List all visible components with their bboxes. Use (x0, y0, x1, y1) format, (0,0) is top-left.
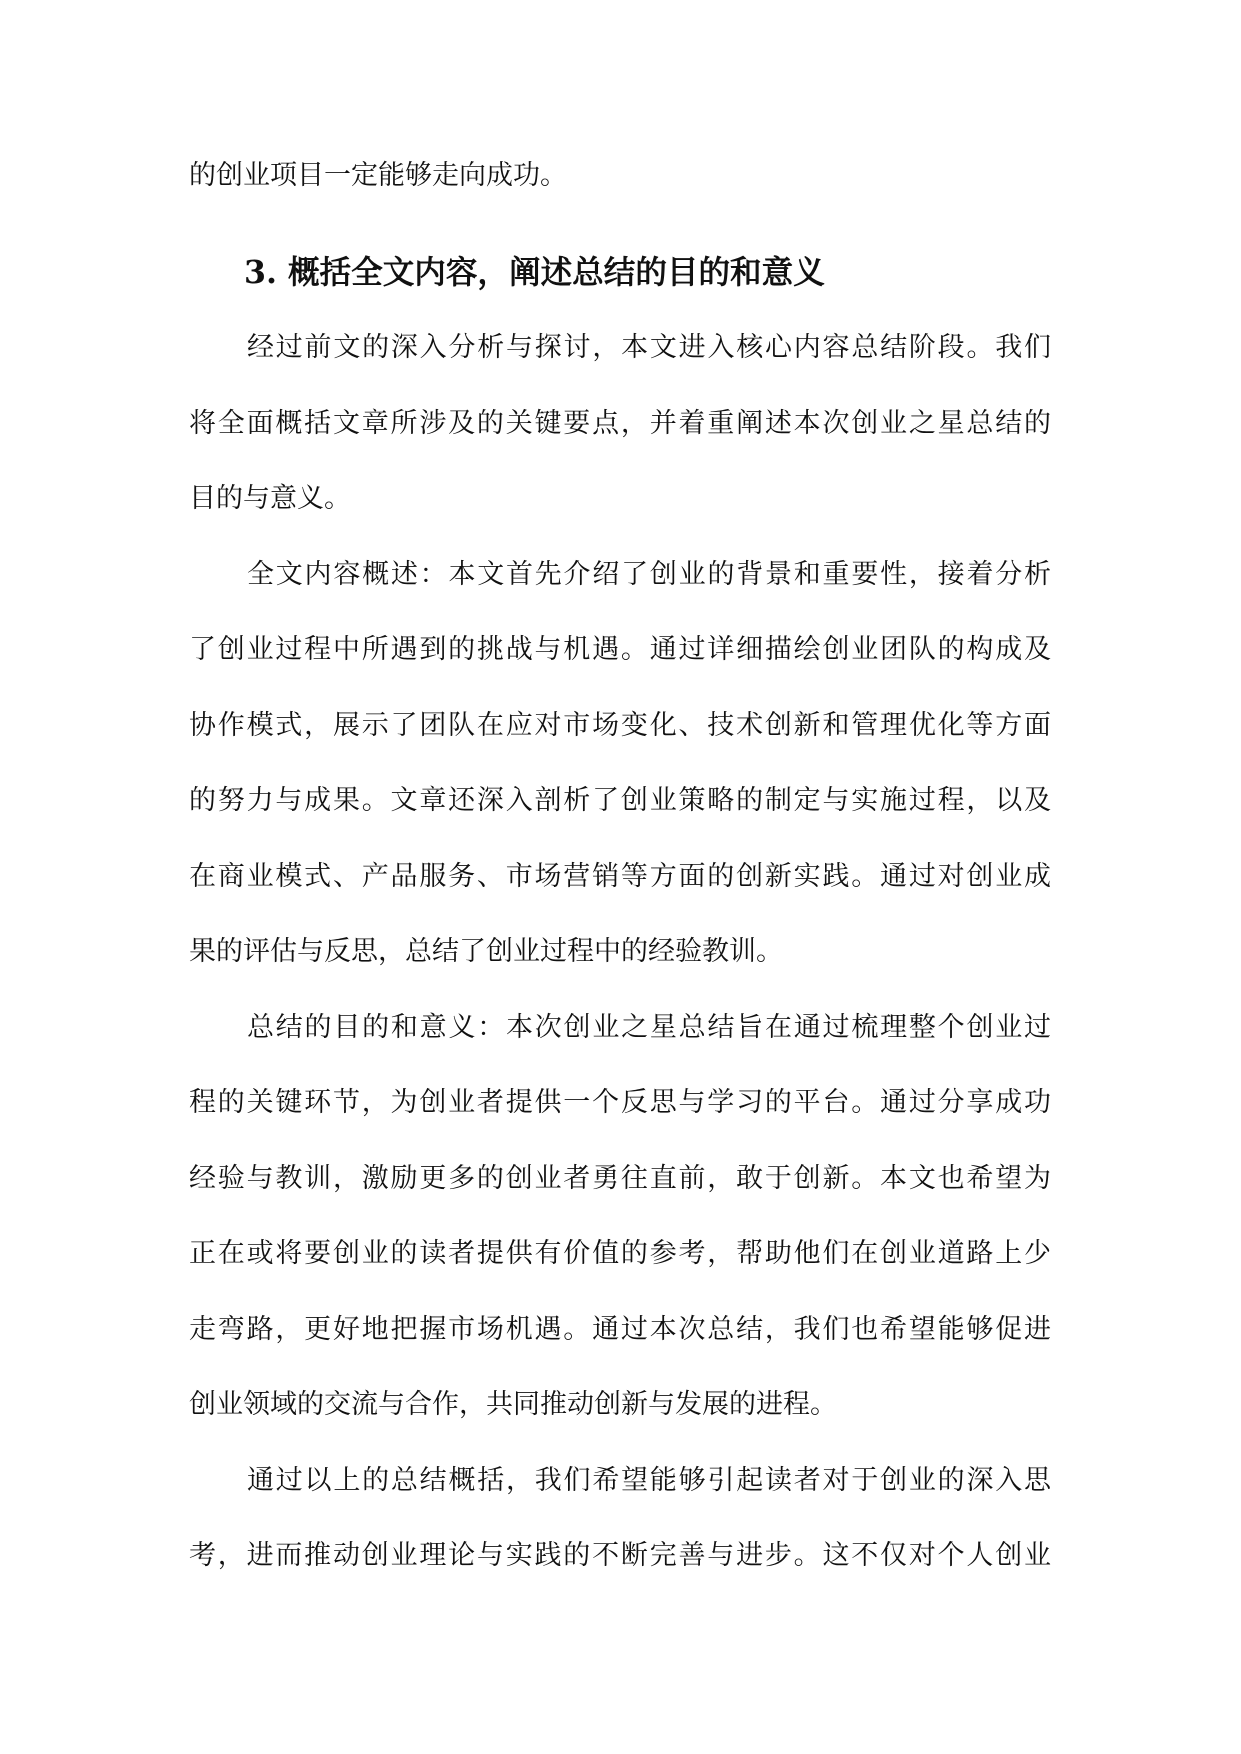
paragraph-line: 目的与意义。 (189, 483, 351, 514)
paragraph-line: 全文内容概述：本文首先介绍了创业的背景和重要性，接着分析 (247, 558, 1051, 590)
continuation-line: 的创业项目一定能够走向成功。 (189, 160, 567, 191)
paragraph-line: 程的关键环节，为创业者提供一个反思与学习的平台。通过分享成功 (189, 1087, 1051, 1118)
paragraph-line: 经验与教训，激励更多的创业者勇往直前，敢于创新。本文也希望为 (189, 1162, 1051, 1194)
paragraph-line: 考，进而推动创业理论与实践的不断完善与进步。这不仅对个人创业 (189, 1540, 1051, 1571)
paragraph-line: 创业领域的交流与合作，共同推动创新与发展的进程。 (189, 1389, 837, 1420)
section-heading: 3. 概括全文内容，阐述总结的目的和意义 (244, 253, 825, 291)
paragraph-conclusion (189, 1443, 1051, 1594)
paragraph-line: 经过前文的深入分析与探讨，本文进入核心内容总结阶段。我们 (247, 332, 1051, 363)
paragraph-line: 协作模式，展示了团队在应对市场变化、技术创新和管理优化等方面 (189, 709, 1051, 741)
paragraph-line: 正在或将要创业的读者提供有价值的参考，帮助他们在创业道路上少 (189, 1238, 1051, 1269)
paragraph-line: 的努力与成果。文章还深入剖析了创业策略的制定与实施过程，以及 (189, 785, 1051, 816)
paragraph-line: 了创业过程中所遇到的挑战与机遇。通过详细描绘创业团队的构成及 (189, 634, 1051, 665)
document-page (189, 138, 1051, 1594)
paragraph-intro (189, 310, 1051, 537)
paragraph-line: 通过以上的总结概括，我们希望能够引起读者对于创业的深入思 (247, 1464, 1051, 1496)
paragraph-overview (189, 537, 1051, 990)
paragraph-purpose (189, 990, 1051, 1443)
paragraph-line: 总结的目的和意义：本次创业之星总结旨在通过梳理整个创业过 (247, 1011, 1051, 1043)
paragraph-line: 走弯路，更好地把握市场机遇。通过本次总结，我们也希望能够促进 (189, 1313, 1051, 1345)
paragraph-line: 果的评估与反思，总结了创业过程中的经验教训。 (189, 936, 783, 967)
paragraph-line: 在商业模式、产品服务、市场营销等方面的创新实践。通过对创业成 (189, 860, 1051, 892)
paragraph-line: 将全面概括文章所涉及的关键要点，并着重阐述本次创业之星总结的 (189, 407, 1051, 439)
